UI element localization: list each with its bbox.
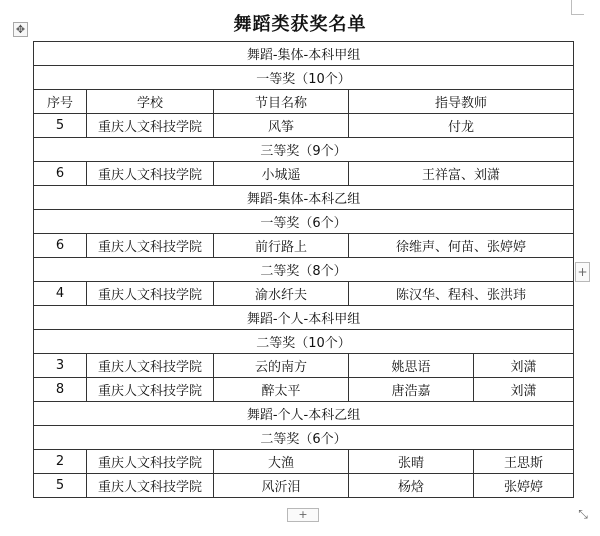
table-row [34, 474, 574, 498]
table-cell: 4 [34, 282, 87, 306]
table-cell: 重庆人文科技学院 [87, 474, 214, 498]
section-title: 舞蹈-集体-本科乙组 [34, 186, 574, 210]
section-row [34, 402, 574, 426]
table-cell: 5 [34, 474, 87, 498]
section-row [34, 258, 574, 282]
table-row [34, 114, 574, 138]
section-row [34, 306, 574, 330]
table-cell: 风筝 [214, 114, 349, 138]
table-cell: 唐浩嘉 [349, 378, 474, 402]
section-title: 二等奖（10个） [34, 330, 574, 354]
table-cell: 云的南方 [214, 354, 349, 378]
table-cell: 小城遥 [214, 162, 349, 186]
column-header: 序号 [34, 90, 87, 114]
table-cell: 风沂泪 [214, 474, 349, 498]
add-column-button[interactable] [575, 262, 590, 282]
table-cell: 3 [34, 354, 87, 378]
table-cell: 付龙 [349, 114, 574, 138]
table-cell: 重庆人文科技学院 [87, 162, 214, 186]
table-cell: 姚思语 [349, 354, 474, 378]
move-arrows-icon: ✥ [15, 23, 26, 36]
awards-table-body [34, 42, 574, 498]
table-cell: 重庆人文科技学院 [87, 114, 214, 138]
table-cell: 重庆人文科技学院 [87, 234, 214, 258]
table-cell: 2 [34, 450, 87, 474]
table-cell: 重庆人文科技学院 [87, 378, 214, 402]
section-title: 舞蹈-集体-本科甲组 [34, 42, 574, 66]
section-title: 一等奖（10个） [34, 66, 574, 90]
table-cell: 大渔 [214, 450, 349, 474]
table-cell: 刘潇 [474, 354, 574, 378]
awards-table [33, 41, 574, 498]
section-title: 舞蹈-个人-本科乙组 [34, 402, 574, 426]
table-cell: 重庆人文科技学院 [87, 282, 214, 306]
table-cell: 6 [34, 234, 87, 258]
section-row [34, 66, 574, 90]
column-header: 指导教师 [349, 90, 574, 114]
table-cell: 重庆人文科技学院 [87, 450, 214, 474]
column-header: 学校 [87, 90, 214, 114]
diagonal-resize-icon: ⤡ [578, 507, 588, 521]
table-row [34, 378, 574, 402]
table-cell: 徐维声、何苗、张婷婷 [349, 234, 574, 258]
table-row [34, 234, 574, 258]
table-cell: 5 [34, 114, 87, 138]
section-title: 一等奖（6个） [34, 210, 574, 234]
table-cell: 刘潇 [474, 378, 574, 402]
table-row [34, 450, 574, 474]
table-resize-handle[interactable] [575, 506, 591, 522]
section-row [34, 330, 574, 354]
table-cell: 6 [34, 162, 87, 186]
add-row-button[interactable] [287, 508, 319, 522]
column-header: 节目名称 [214, 90, 349, 114]
section-title: 二等奖（6个） [34, 426, 574, 450]
plus-icon: + [577, 265, 588, 279]
section-row [34, 210, 574, 234]
section-row [34, 426, 574, 450]
table-row [34, 162, 574, 186]
table-cell: 8 [34, 378, 87, 402]
section-title: 三等奖（9个） [34, 138, 574, 162]
table-cell: 张婷婷 [474, 474, 574, 498]
table-row [34, 282, 574, 306]
section-title: 二等奖（8个） [34, 258, 574, 282]
table-cell: 醉太平 [214, 378, 349, 402]
plus-icon: + [298, 508, 308, 521]
table-cell: 陈汉华、程科、张洪玮 [349, 282, 574, 306]
table-cell: 杨焓 [349, 474, 474, 498]
section-title: 舞蹈-个人-本科甲组 [34, 306, 574, 330]
document-title: 舞蹈类获奖名单 [233, 14, 367, 35]
table-cell: 渝水纤夫 [214, 282, 349, 306]
table-cell: 张晴 [349, 450, 474, 474]
table-cell: 重庆人文科技学院 [87, 354, 214, 378]
table-cell: 王思斯 [474, 450, 574, 474]
section-row [34, 138, 574, 162]
table-header-row [34, 90, 574, 114]
section-row [34, 42, 574, 66]
table-cell: 前行路上 [214, 234, 349, 258]
table-row [34, 354, 574, 378]
table-cell: 王祥富、刘潇 [349, 162, 574, 186]
section-row [34, 186, 574, 210]
